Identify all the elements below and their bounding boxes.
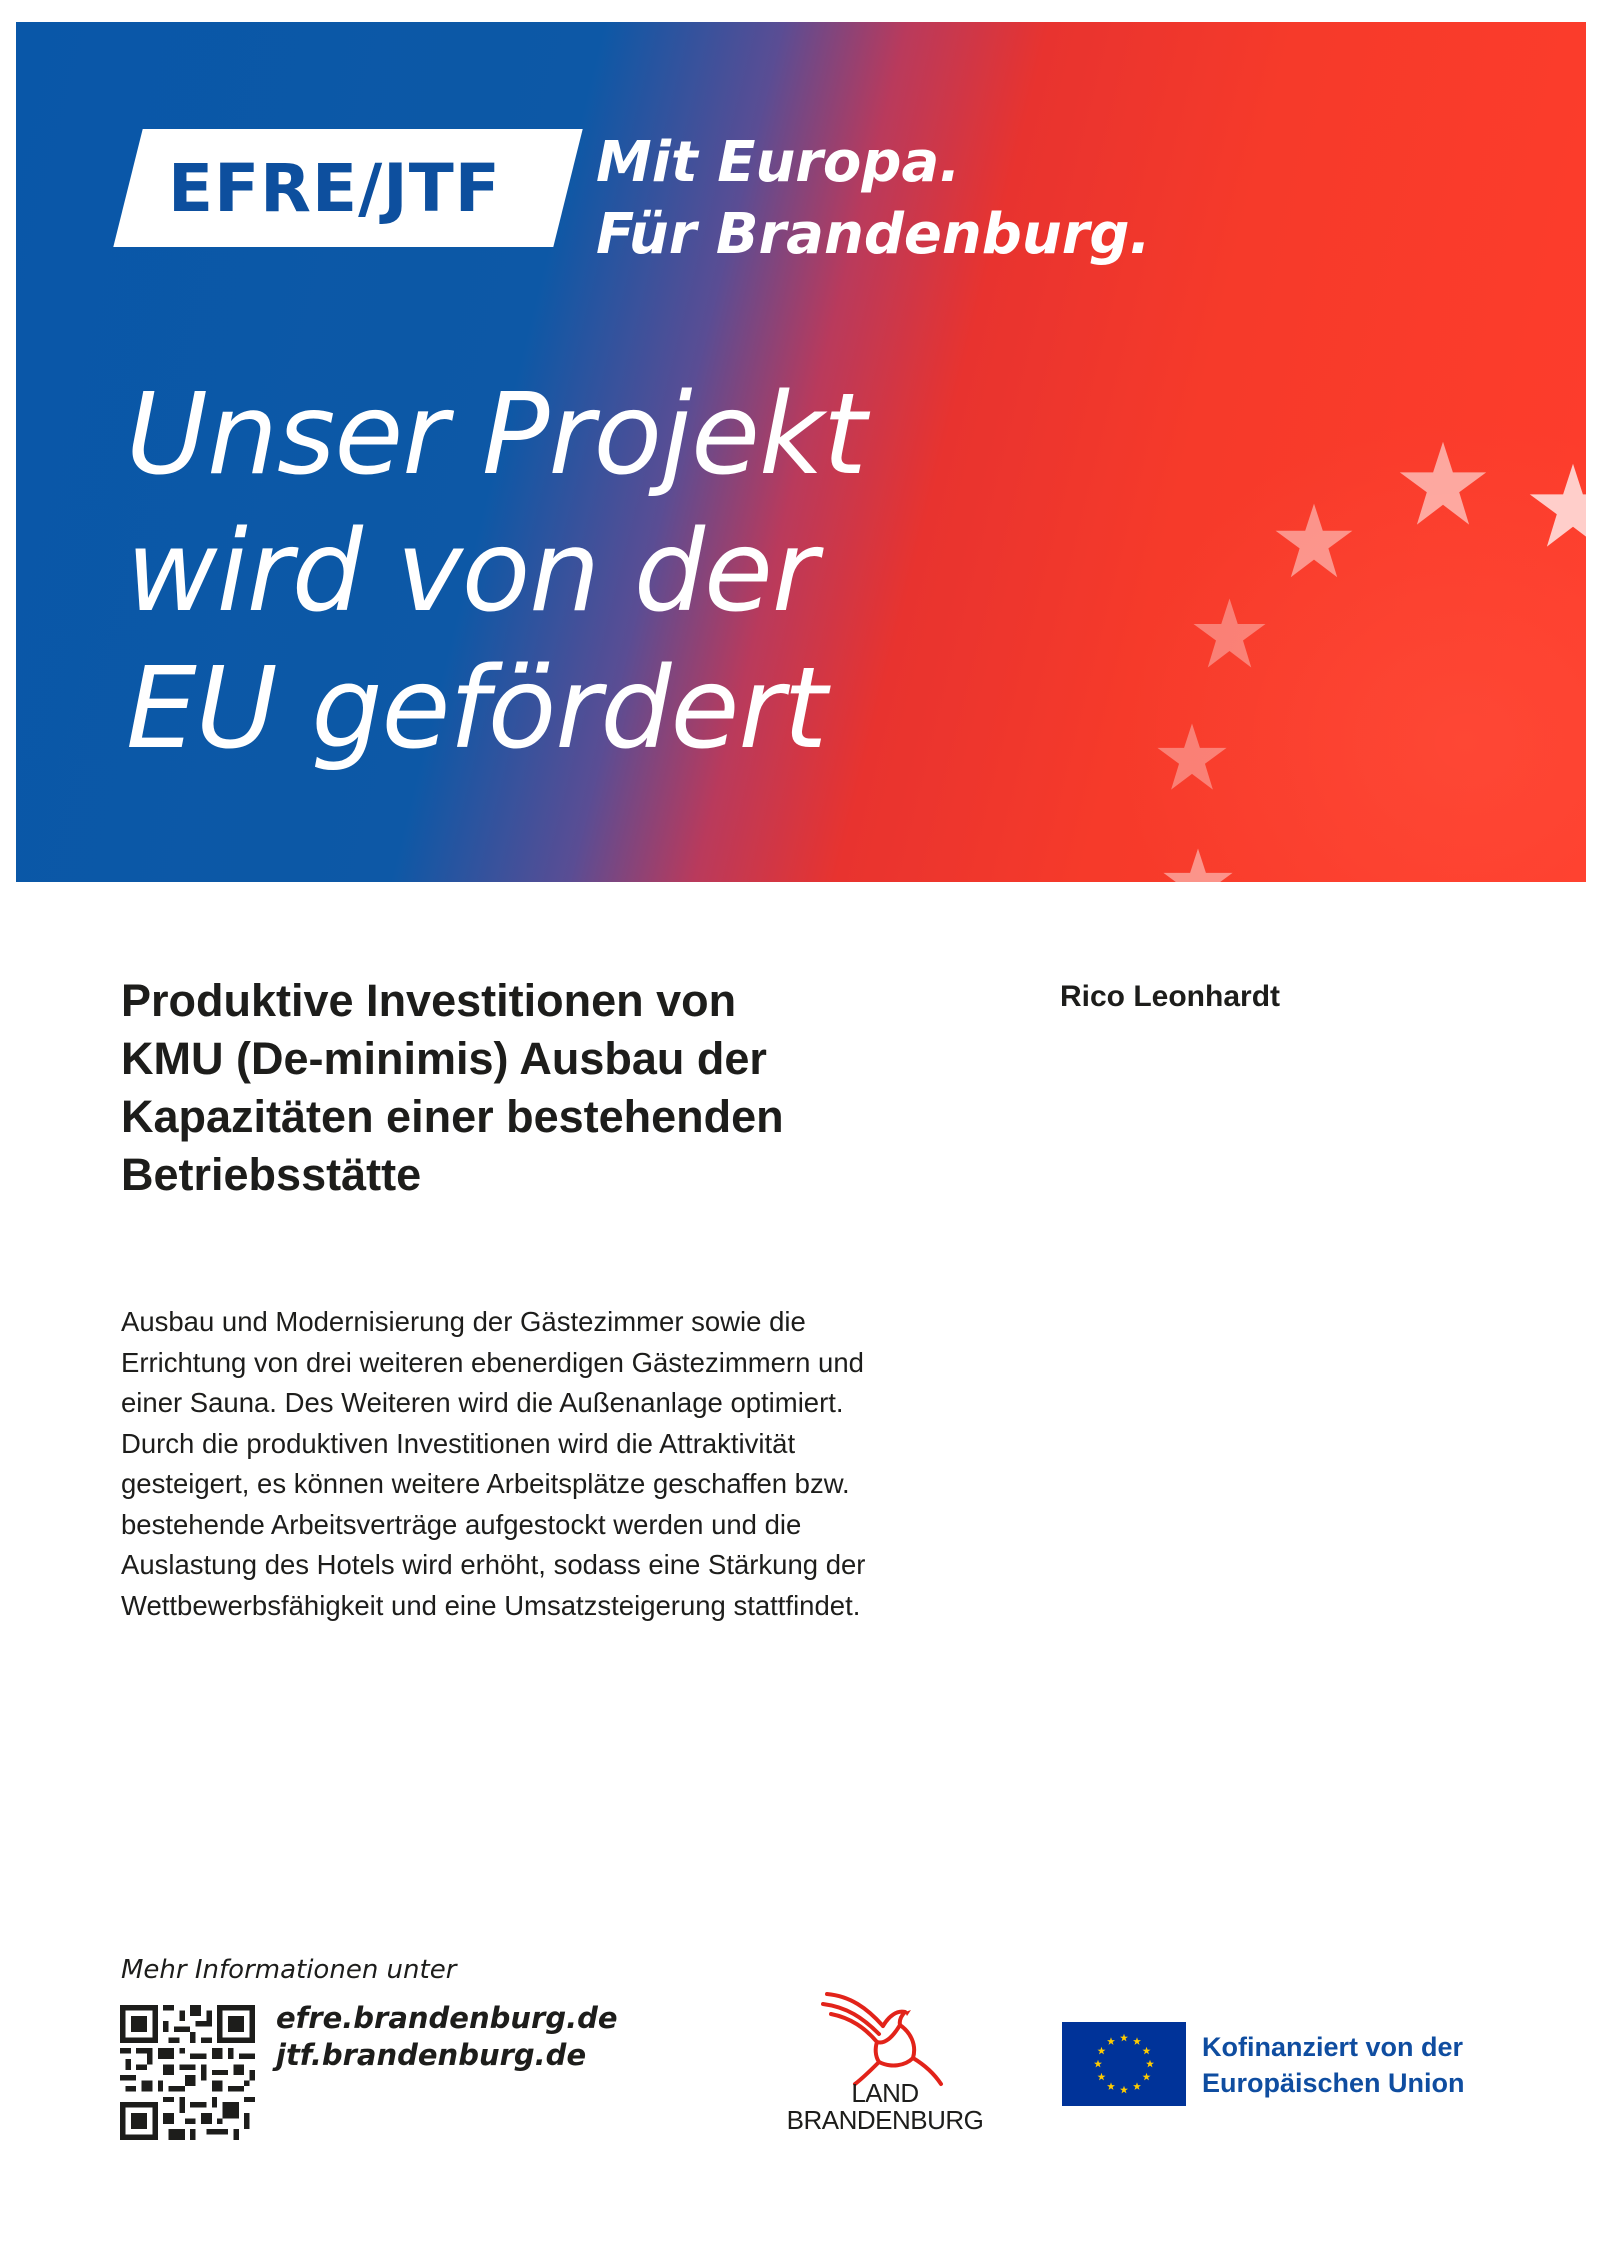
beneficiary-name: Rico Leonhardt xyxy=(1060,980,1281,1013)
website-links xyxy=(276,2000,616,2074)
slogan xyxy=(596,127,1156,271)
project-title-line: Produktive Investitionen von xyxy=(121,975,737,1026)
jtf-link[interactable]: jtf.brandenburg.de xyxy=(276,2038,587,2072)
eu-flag-icon xyxy=(1062,2022,1186,2106)
slogan-line-2: Für Brandenburg. xyxy=(596,202,1151,267)
slogan-line-1: Mit Europa. xyxy=(596,130,961,195)
star-icon xyxy=(1398,440,1488,530)
efre-logo-text: EFRE/JTF xyxy=(168,150,501,227)
star-icon xyxy=(1274,502,1354,582)
project-title-line: KMU (De-minimis) Ausbau der xyxy=(121,1033,767,1084)
efre-link[interactable]: efre.brandenburg.de xyxy=(276,2001,618,2035)
description-line: gesteigert, es können weitere Arbeitsplätze geschaffen bzw. xyxy=(121,1468,850,1499)
description-line: Wettbewerbsfähigkeit und eine Umsatzsteigerung stattfindet. xyxy=(121,1589,861,1621)
star-icon xyxy=(1192,597,1267,672)
description-line: Ausbau und Modernisierung der Gästezimmer sowie die xyxy=(121,1306,806,1337)
headline-line-2: wird von der xyxy=(126,507,817,637)
star-icon xyxy=(1156,722,1228,794)
red-eagle-icon xyxy=(805,1980,955,2090)
project-title-line: Kapazitäten einer bestehenden xyxy=(121,1091,784,1142)
headline-line-3: EU gefördert xyxy=(126,644,827,774)
eu-cofinanced-text xyxy=(1202,2029,1562,2101)
header-banner xyxy=(16,22,1586,882)
project-description xyxy=(121,1302,1001,1626)
headline xyxy=(126,367,1026,778)
project-title-line: Betriebsstätte xyxy=(121,1149,422,1200)
description-line: einer Sauna. Des Weiteren wird die Außenanlage optimiert. xyxy=(121,1387,844,1418)
description-line: Durch die produktiven Investitionen wird die Attraktivität xyxy=(121,1427,796,1459)
qr-code-icon[interactable] xyxy=(120,2005,255,2140)
star-icon xyxy=(1528,462,1586,552)
land-brandenburg-text xyxy=(785,2080,985,2134)
eu-text-line-1: Kofinanziert von der xyxy=(1202,2032,1464,2062)
more-info-label: Mehr Informationen unter xyxy=(121,1955,457,1985)
land-label: LAND xyxy=(851,2078,919,2108)
brandenburg-label: BRANDENBURG xyxy=(786,2105,984,2135)
land-brandenburg-logo xyxy=(785,1980,985,2140)
star-icon xyxy=(1162,847,1234,882)
description-line: Errichtung von drei weiteren ebenerdigen Gästezimmern und xyxy=(121,1346,864,1378)
headline-line-1: Unser Projekt xyxy=(126,370,866,500)
description-line: Auslastung des Hotels wird erhöht, sodass eine Stärkung der xyxy=(121,1549,866,1580)
project-title xyxy=(121,972,981,1204)
description-line: bestehende Arbeitsverträge aufgestockt werden und die xyxy=(121,1508,802,1540)
eu-text-line-2: Europäischen Union xyxy=(1202,2068,1465,2098)
